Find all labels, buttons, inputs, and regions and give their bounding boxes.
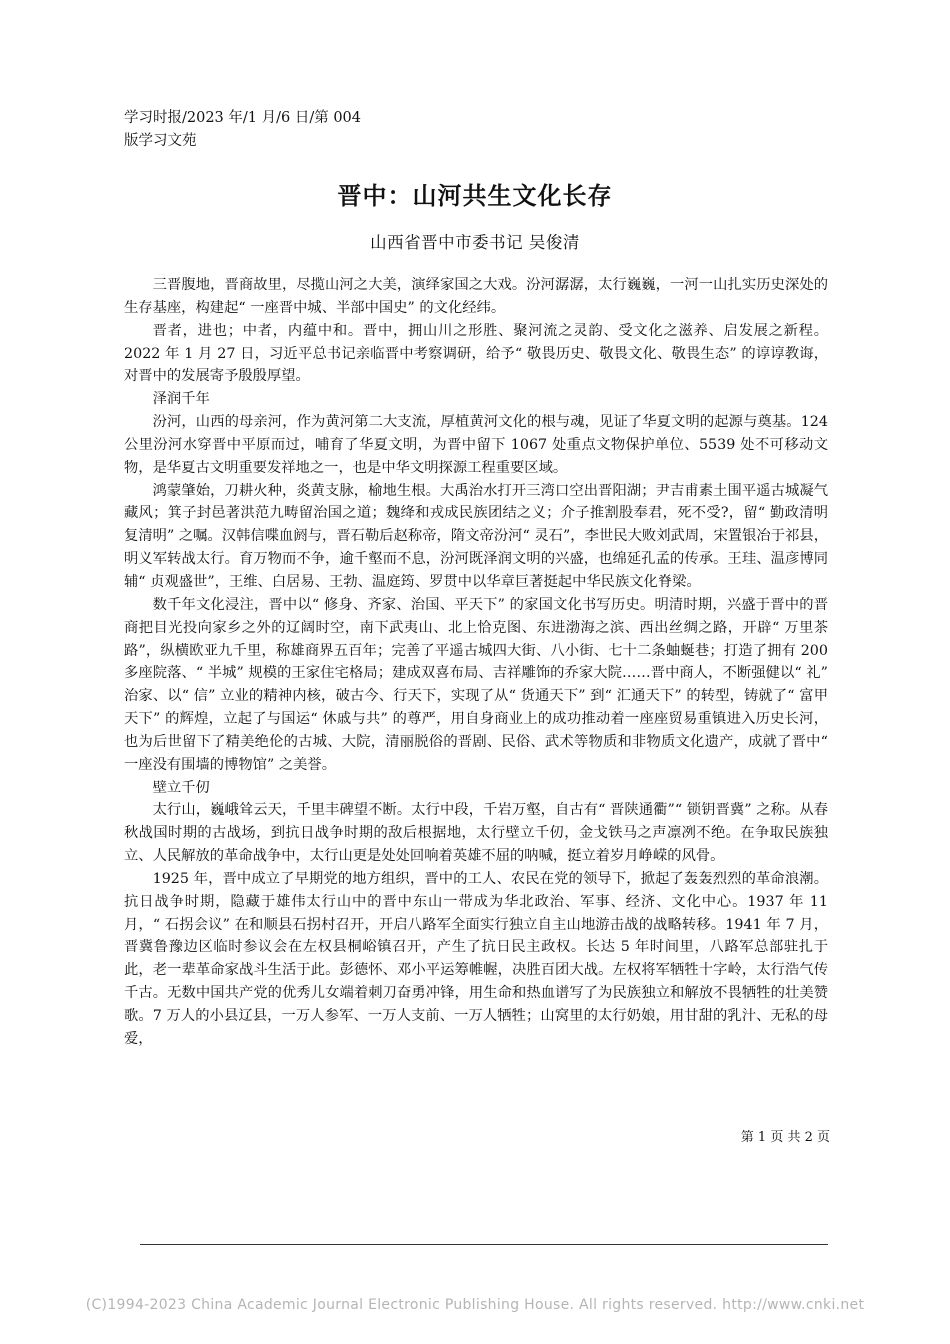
source-info xyxy=(124,107,394,153)
paragraph: 太行山，巍峨耸云天，千里丰碑望不断。太行中段，千岩万壑，自古有“ 晋陕通衢”“ 锁钥晋冀” 之称。从春秋战国时期的古战场，到抗日战争时期的敌后根据地，太行壁立千仞，金戈铁马之声凛冽不绝。在争取民族独立、人民解放的革命战争中，太行山更是处处回响着英雄不屈的呐喊，挺立着岁月峥嵘的风骨。 xyxy=(124,802,828,865)
section-heading: 壁立千仞 xyxy=(152,779,210,796)
source-line: 学习时报/2023 年/1 月/6 日/第 004 xyxy=(124,110,362,126)
page-indicator: 第 1 页 共 2 页 xyxy=(740,1130,830,1145)
section-heading: 泽润千年 xyxy=(152,391,210,408)
article-title: 晋中：山河共生文化长存 xyxy=(337,181,613,210)
article-body xyxy=(124,274,828,1051)
footer-divider xyxy=(140,1244,828,1245)
paragraph: 晋者，进也；中者，内蕴中和。晋中，拥山川之形胜、聚河流之灵韵、受文化之滋养、启发展之新程。2022 年 1 月 27 日，习近平总书记亲临晋中考察调研，给予“ 敬畏历史、敬畏文化、敬畏生态” 的谆谆教诲，对晋中的发展寄予殷殷厚望。 xyxy=(124,322,828,385)
paragraph: 三晋腹地，晋商故里，尽揽山河之大美，演绎家国之大戏。汾河潺潺，太行巍巍，一河一山扎实历史深处的生存基座，构建起“ 一座晋中城、半部中国史” 的文化经纬。 xyxy=(124,277,828,316)
paragraph: 1925 年，晋中成立了早期党的地方组织，晋中的工人、农民在党的领导下，掀起了轰轰烈烈的革命浪潮。抗日战争时期，隐藏于雄伟太行山中的晋中东山一带成为华北政治、军事、经济、文化中心。1937 年 11 月，“ 石拐会议” 在和顺县石拐村召开，开启八路军全面实行独立自主山地游击战的战略转移。1941 年 7 月，晋冀鲁豫边区临时参议会在左权县桐峪镇召开，产生了抗日民主政权。长达 5 年时间里，八路军总部驻扎于此，老一辈革命家战斗生活于此。彭德怀、邓小平运筹帷幄，决胜百团大战。左权将军牺牲十字岭，太行浩气传千古。无数中国共产党的优秀儿女端着刺刀奋勇冲锋，用生命和热血谱写了为民族独立和解放不畏牺牲的壮美赞歌。7 万人的小县辽县，一万人参军、一万人支前、一万人牺牲；山窝里的太行奶娘，用甘甜的乳汁、无私的母爱， xyxy=(124,870,828,1047)
paragraph: 汾河，山西的母亲河，作为黄河第二大支流，厚植黄河文化的根与魂，见证了华夏文明的起源与奠基。124 公里汾河水穿晋中平原而过，哺育了华夏文明，为晋中留下 1067 处重点文物保护单位、5539 处不可移动文物，是华夏古文明重要发祥地之一，也是中华文明探源工程重要区域。 xyxy=(124,414,828,476)
paragraph: 数千年文化浸注，晋中以“ 修身、齐家、治国、平天下” 的家国文化书写历史。明清时期，兴盛于晋中的晋商把目光投向家乡之外的辽阔时空，南下武夷山、北上恰克图、东进渤海之滨、西出丝绸之路，开辟“ 万里茶路”，纵横欧亚九千里，称雄商界五百年；完善了平遥古城四大街、八小街、七十二条蚰蜒巷；打造了拥有 200 多座院落、“ 半城” 规模的王家住宅格局；建成双喜布局、吉祥雕饰的乔家大院……晋中商人，不断强健以“ 礼” 治家、以“ 信” 立业的精神内核，破古今、行天下，实现了从“ 货通天下” 到“ 汇通天下” 的转型，铸就了“ 富甲天下” 的辉煌，立起了与国运“ 休戚与共” 的尊严，用自身商业上的成功推动着一座座贸易重镇进入历史长河，也为后世留下了精美绝伦的古城、大院，清丽脱俗的晋剧、民俗、武术等物质和非物质文化遗产，成就了晋中“ 一座没有围墙的博物馆” 之美誉。 xyxy=(124,596,828,773)
source-line: 版学习文苑 xyxy=(124,133,197,149)
article-author: 山西省晋中市委书记 吴俊清 xyxy=(370,233,580,252)
copyright-notice: (C)1994-2023 China Academic Journal Electronic Publishing House. All rights reserved. http://www.cnki.net xyxy=(85,1297,865,1313)
paragraph: 鸿蒙肇始，刀耕火种，炎黄支脉，榆地生根。大禹治水打开三湾口空出晋阳湖；尹吉甫素土围平遥古城凝气藏风；箕子封邑著洪范九畴留治国之道；魏绛和戎成民族团结之义；介子推割股奉君，死不受?，留“ 勤政清明复清明” 之嘱。汉韩信喋血阏与，晋石勒后赵称帝，隋文帝汾河“ 灵石”，李世民大败刘武周，宋置银冶于祁县，明义军转战太行。育万物而不争，逾千壑而不息，汾河既泽润文明的兴盛，也绵延孔孟的传承。王珪、温彦博同辅“ 贞观盛世”，王维、白居易、王勃、温庭筠、罗贯中以华章巨著挺起中华民族文化脊梁。 xyxy=(124,482,828,590)
